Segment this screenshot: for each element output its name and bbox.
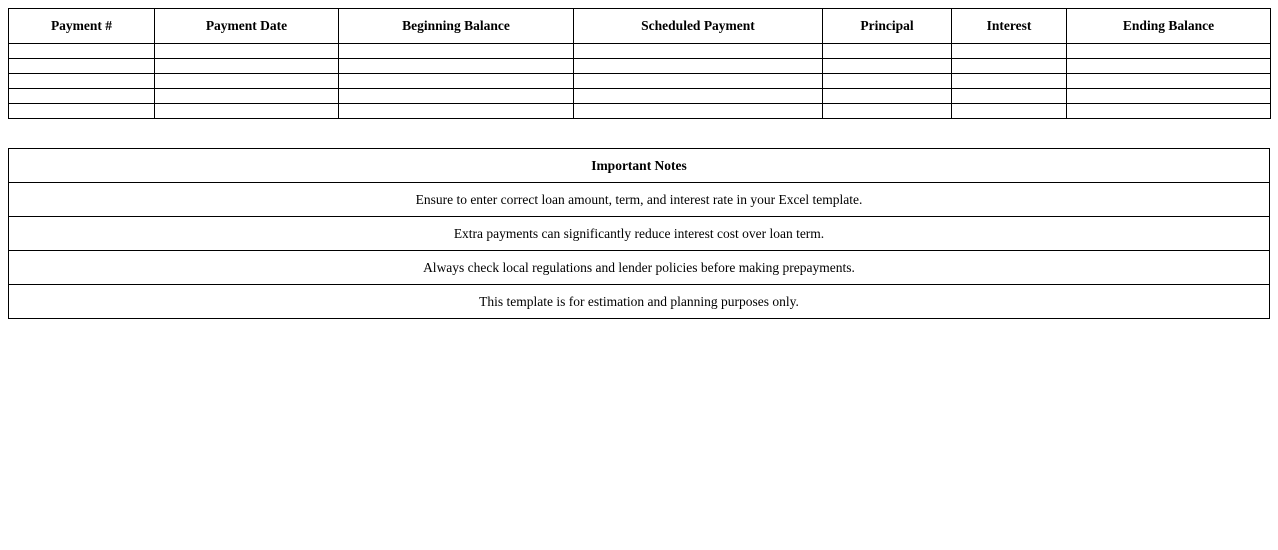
- cell-payment-number[interactable]: [9, 44, 155, 59]
- cell-scheduled-payment[interactable]: [574, 104, 823, 119]
- note-item-3: Always check local regulations and lender policies before making prepayments.: [9, 251, 1270, 285]
- cell-scheduled-payment[interactable]: [574, 59, 823, 74]
- cell-ending-balance[interactable]: [1067, 89, 1271, 104]
- amortization-schedule-section: [8, 8, 1270, 119]
- cell-principal[interactable]: [823, 89, 952, 104]
- cell-ending-balance[interactable]: [1067, 74, 1271, 89]
- cell-ending-balance[interactable]: [1067, 104, 1271, 119]
- cell-scheduled-payment[interactable]: [574, 44, 823, 59]
- column-header-scheduled-payment: Scheduled Payment: [574, 9, 823, 44]
- cell-beginning-balance[interactable]: [339, 89, 574, 104]
- important-notes-table: [8, 148, 1270, 319]
- table-row[interactable]: [9, 104, 1271, 119]
- table-row[interactable]: [9, 44, 1271, 59]
- note-item-1: Ensure to enter correct loan amount, term, and interest rate in your Excel template.: [9, 183, 1270, 217]
- column-header-interest: Interest: [952, 9, 1067, 44]
- column-header-principal: Principal: [823, 9, 952, 44]
- cell-interest[interactable]: [952, 44, 1067, 59]
- column-header-ending-balance: Ending Balance: [1067, 9, 1271, 44]
- cell-principal[interactable]: [823, 104, 952, 119]
- important-notes-section: [8, 148, 1270, 319]
- cell-beginning-balance[interactable]: [339, 104, 574, 119]
- cell-interest[interactable]: [952, 74, 1067, 89]
- cell-beginning-balance[interactable]: [339, 44, 574, 59]
- cell-beginning-balance[interactable]: [339, 59, 574, 74]
- table-row[interactable]: [9, 89, 1271, 104]
- cell-payment-date[interactable]: [155, 104, 339, 119]
- note-item-2: Extra payments can significantly reduce interest cost over loan term.: [9, 217, 1270, 251]
- cell-interest[interactable]: [952, 104, 1067, 119]
- list-item: [9, 251, 1270, 285]
- list-item: [9, 217, 1270, 251]
- column-header-payment-date: Payment Date: [155, 9, 339, 44]
- list-item: [9, 285, 1270, 319]
- list-item: [9, 183, 1270, 217]
- important-notes-title: Important Notes: [9, 149, 1270, 183]
- cell-payment-number[interactable]: [9, 89, 155, 104]
- schedule-body: [9, 44, 1271, 119]
- table-row[interactable]: [9, 74, 1271, 89]
- cell-scheduled-payment[interactable]: [574, 74, 823, 89]
- cell-beginning-balance[interactable]: [339, 74, 574, 89]
- cell-payment-number[interactable]: [9, 74, 155, 89]
- cell-payment-number[interactable]: [9, 104, 155, 119]
- notes-title-row: [9, 149, 1270, 183]
- column-header-payment-number: Payment #: [9, 9, 155, 44]
- table-row[interactable]: [9, 59, 1271, 74]
- schedule-header-row: [9, 9, 1271, 44]
- cell-ending-balance[interactable]: [1067, 44, 1271, 59]
- cell-principal[interactable]: [823, 74, 952, 89]
- cell-payment-number[interactable]: [9, 59, 155, 74]
- note-item-4: This template is for estimation and planning purposes only.: [9, 285, 1270, 319]
- cell-payment-date[interactable]: [155, 59, 339, 74]
- cell-principal[interactable]: [823, 44, 952, 59]
- cell-principal[interactable]: [823, 59, 952, 74]
- cell-payment-date[interactable]: [155, 44, 339, 59]
- cell-payment-date[interactable]: [155, 89, 339, 104]
- schedule-header-row-group: [9, 9, 1271, 44]
- amortization-schedule-table: [8, 8, 1271, 119]
- cell-interest[interactable]: [952, 89, 1067, 104]
- cell-payment-date[interactable]: [155, 74, 339, 89]
- column-header-beginning-balance: Beginning Balance: [339, 9, 574, 44]
- cell-scheduled-payment[interactable]: [574, 89, 823, 104]
- cell-ending-balance[interactable]: [1067, 59, 1271, 74]
- cell-interest[interactable]: [952, 59, 1067, 74]
